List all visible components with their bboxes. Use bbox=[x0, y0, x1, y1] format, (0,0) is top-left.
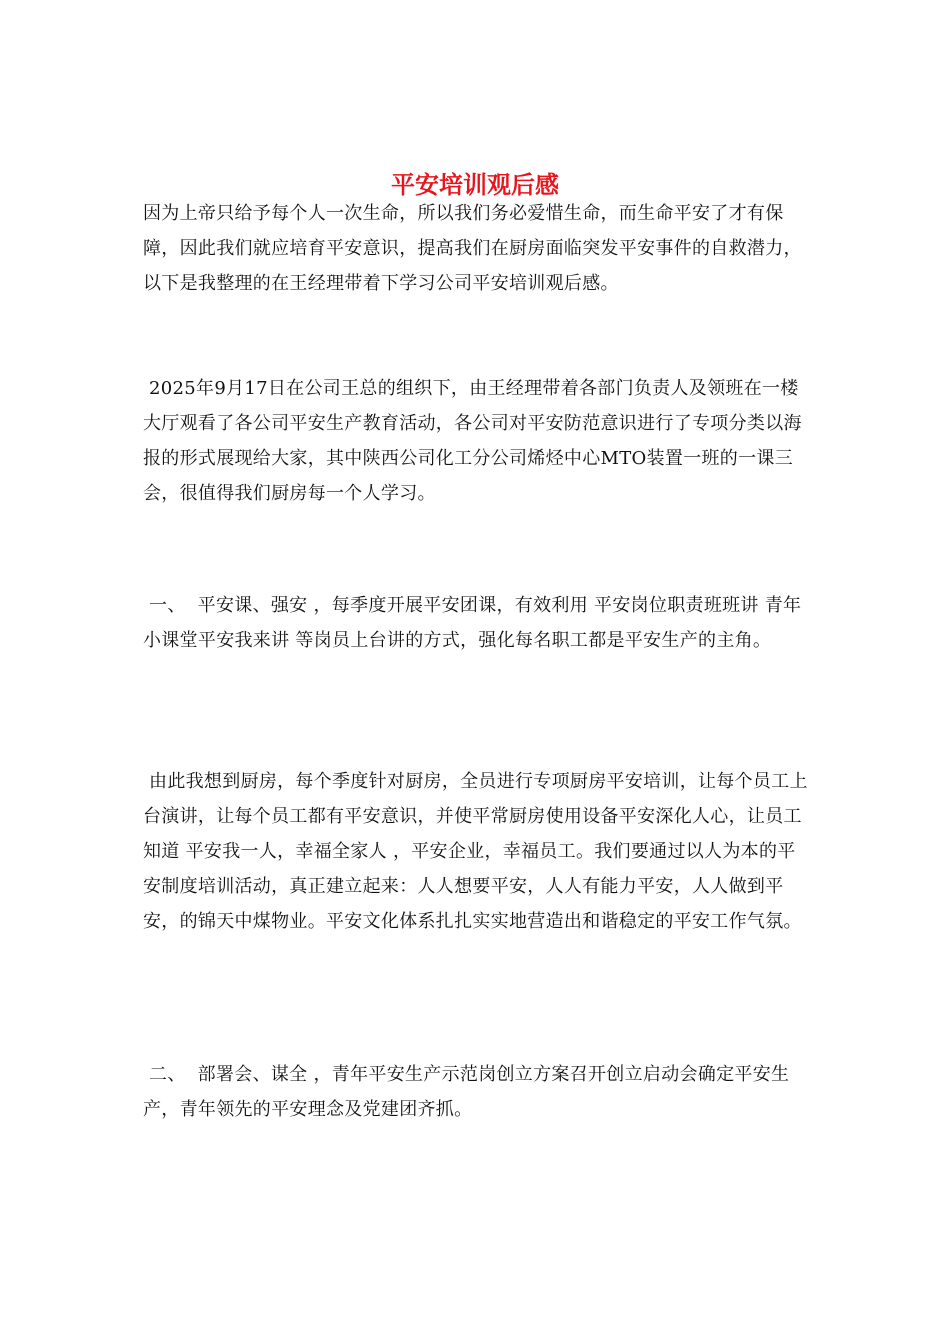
paragraph-intro: 因为上帝只给予每个人一次生命，所以我们务必爱惜生命，而生命平安了才有保障，因此我们就应培育平安意识，提高我们在厨房面临突发平安事件的自救潜力，以下是我整理的在王经理带着下学习公司平安培训观后感。 bbox=[143, 203, 802, 294]
paragraph-reflection: 由此我想到厨房，每个季度针对厨房，全员进行专项厨房平安培训，让每个员工上台演讲，让每个员工都有平安意识，并使平常厨房使用设备平安深化人心，让员工知道 平安我一人，幸福全家人 ，平安企业，幸福员工。我们要通过以人为本的平安制度培训活动，真正建立起来：人人想要平安，人人有能力平安，人人做到平安，的锦天中煤物业。平安文化体系扎扎实实地营造出和谐稳定的平安工作气氛。 bbox=[143, 771, 808, 932]
paragraph-event: 2025年9月17日在公司王总的组织下，由王经理带着各部门负责人及领班在一楼大厅观看了各公司平安生产教育活动，各公司对平安防范意识进行了专项分类以海报的形式展现给大家，其中陕西公司化工分公司烯烃中心MTO装置一班的一课三会，很值得我们厨房每一个人学习。 bbox=[143, 378, 802, 504]
paragraph-section-one: 一、 平安课、强安 ，每季度开展平安团课，有效利用 平安岗位职责班班讲 青年小课堂平安我来讲 等岗员上台讲的方式，强化每名职工都是平安生产的主角。 bbox=[143, 595, 802, 651]
paragraph-section-two: 二、 部署会、谋全 ，青年平安生产示范岗创立方案召开创立启动会确定平安生产，青年领先的平安理念及党建团齐抓。 bbox=[143, 1064, 790, 1120]
document-title: 平安培训观后感 bbox=[391, 171, 559, 200]
